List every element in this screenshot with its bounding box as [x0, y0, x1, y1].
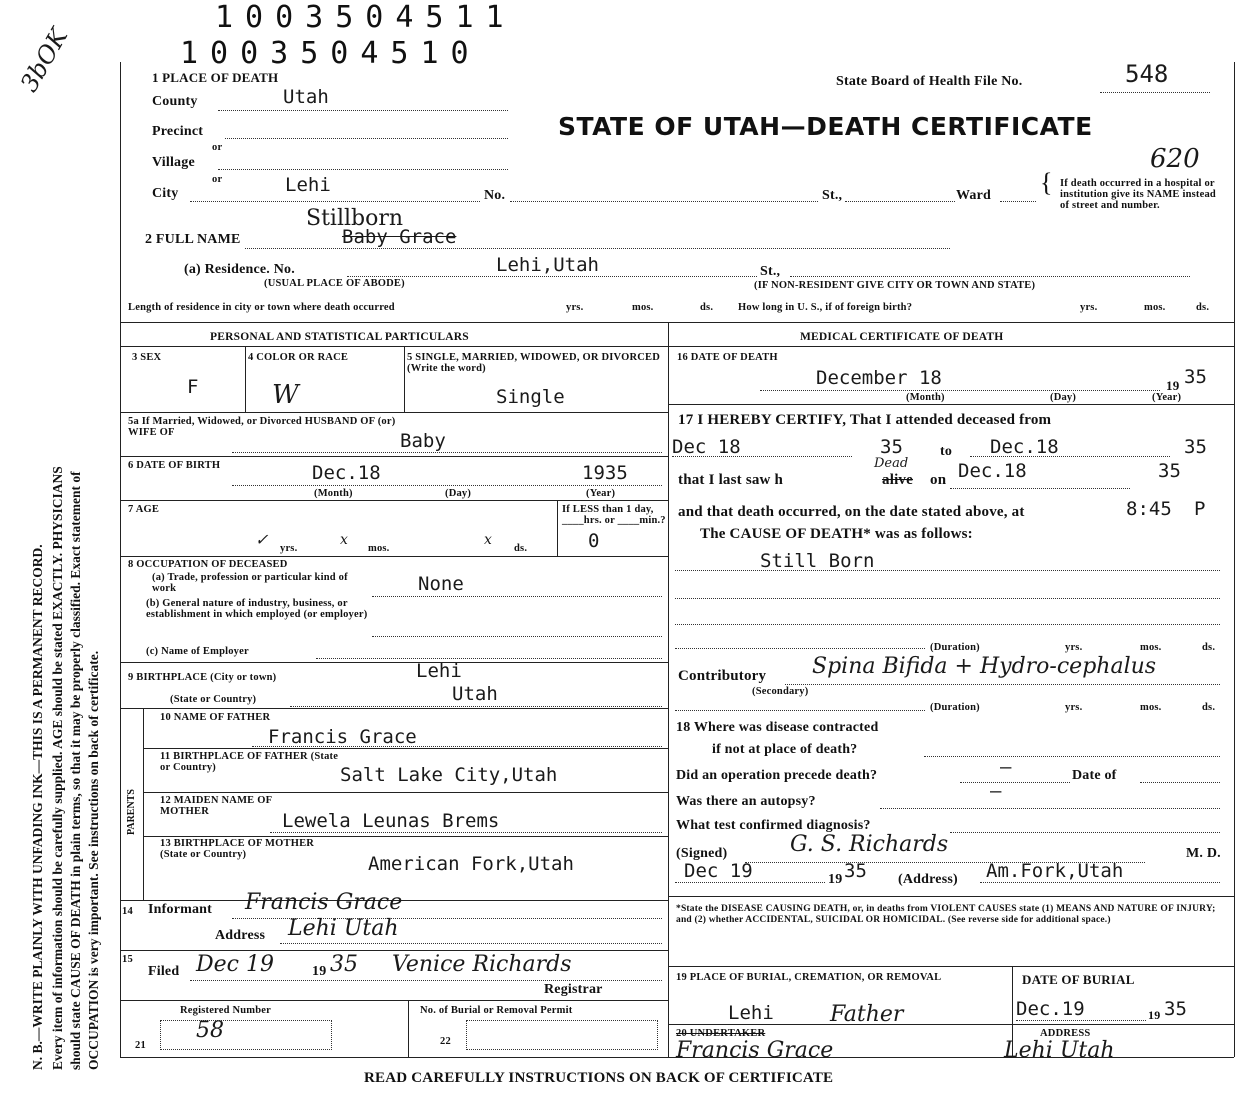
margin-notice-line3: should state CAUSE OF DEATH in plain terms, so that it may be properly classified. Exact statement of — [68, 471, 83, 1070]
page-title: STATE OF UTAH—DEATH CERTIFICATE — [558, 112, 1093, 141]
father-label: 10 NAME OF FATHER — [160, 712, 271, 723]
contributory-value: Spina Bifida + Hydro-cephalus — [812, 654, 1157, 679]
margin-notice-line1: N. B.—WRITE PLAINLY WITH UNFADING INK—THIS IS A PERMANENT RECORD. — [30, 544, 45, 1070]
burial-permit-label: No. of Burial or Removal Permit — [420, 1005, 573, 1016]
length-residence-label: Length of residence in city or town where death occurred — [128, 302, 395, 313]
city-value: Lehi — [285, 174, 331, 196]
burial-label: 19 PLACE OF BURIAL, CREMATION, OR REMOVAL — [676, 972, 942, 983]
contracted-label: 18 Where was disease contracted — [676, 720, 879, 735]
death-occurred-label: and that death occurred, on the date stated above, at — [678, 504, 1025, 520]
mother-label: 12 MAIDEN NAME OF MOTHER — [160, 795, 272, 817]
village-label: Village — [152, 155, 195, 170]
usual-place-label: (USUAL PLACE OF ABODE) — [264, 278, 405, 289]
attended-from: Dec 18 — [672, 436, 741, 458]
attended-from-year: 35 — [880, 436, 903, 458]
birthplace-city: Lehi — [416, 660, 462, 682]
sex-label: 3 SEX — [132, 352, 162, 363]
occupation-label: 8 OCCUPATION OF DECEASED — [128, 559, 288, 570]
mother-value: Lewela Leunas Brems — [282, 810, 500, 832]
name-correction: Stillborn — [306, 206, 404, 231]
precinct-label: Precinct — [152, 124, 204, 139]
physician-address-label: (Address) — [898, 872, 958, 887]
residence-st-label: St., — [760, 264, 781, 279]
signed-date: Dec 19 — [684, 860, 753, 882]
father-value: Francis Grace — [268, 726, 417, 748]
full-name-label: 2 FULL NAME — [145, 232, 241, 247]
residence-label: (a) Residence. No. — [184, 262, 295, 277]
registered-number-value: 58 — [196, 1018, 224, 1043]
father-birthplace-label: 11 BIRTHPLACE OF FATHER (State or Country) — [160, 751, 339, 773]
registrar-signature: Venice Richards — [392, 952, 572, 977]
dob-label: 6 DATE OF BIRTH — [128, 460, 221, 471]
spouse-label: 5a If Married, Widowed, or Divorced HUSBAND OF (or) WIFE OF — [128, 416, 396, 438]
cause-label: The CAUSE OF DEATH* was as follows: — [700, 526, 973, 542]
burial-note: Father — [830, 1002, 904, 1027]
age-less-label: If LESS than 1 day, ____hrs. or ____min.? — [562, 504, 666, 526]
test-label: What test confirmed diagnosis? — [676, 818, 871, 833]
ward-label: Ward — [956, 188, 992, 203]
last-saw-label: that I last saw h — [678, 472, 784, 488]
how-long-label: How long in U. S., if of foreign birth? — [738, 302, 913, 313]
date-of-death-year: 35 — [1184, 366, 1207, 388]
last-saw-dead: Dead — [874, 456, 909, 471]
age-hrs-value: 0 — [588, 530, 600, 552]
margin-notice-line2: Every item of information should be carefully supplied. AGE should be stated EXACTLY. PHYSICIANS — [50, 466, 65, 1070]
file-number: 548 — [1125, 60, 1169, 88]
medical-heading: MEDICAL CERTIFICATE OF DEATH — [800, 331, 1004, 343]
no-label: No. — [484, 188, 506, 203]
handwritten-number: 620 — [1150, 144, 1200, 174]
mother-birthplace-value: American Fork,Utah — [368, 853, 574, 875]
burial-value: Lehi — [728, 1002, 774, 1024]
hospital-note: If death occurred in a hospital or institution give its NAME instead of street and number. — [1060, 178, 1216, 211]
operation-value: – — [1000, 756, 1012, 778]
undertaker-label: 20 UNDERTAKER — [676, 1028, 766, 1039]
or-label-1: or — [212, 142, 223, 153]
margin-notice-line4: OCCUPATION is very important. See instructions on back of certificate. — [86, 650, 101, 1070]
physician-address-value: Am.Fork,Utah — [986, 860, 1124, 882]
parents-label: PARENTS — [126, 789, 137, 835]
employer-label: (c) Name of Employer — [146, 646, 249, 657]
county-value: Utah — [283, 86, 329, 108]
cause-value: Still Born — [760, 550, 875, 572]
city-label: City — [152, 186, 179, 201]
cause-footnote: *State the DISEASE CAUSING DEATH, or, in deaths from VIOLENT CAUSES state (1) MEANS AND NATURE OF INJURY; and (2) whether ACCIDENTAL, SUICIDAL OR HOMICIDAL. (See reverse side for additional space.) — [676, 904, 1216, 925]
date-of-death-label: 16 DATE OF DEATH — [677, 352, 778, 363]
footer-instructions: READ CAREFULLY INSTRUCTIONS ON BACK OF CERTIFICATE — [364, 1070, 834, 1086]
autopsy-value: – — [990, 780, 1002, 802]
informant-address-label: Address — [215, 928, 266, 943]
last-saw-year: 35 — [1158, 460, 1181, 482]
md-label: M. D. — [1186, 846, 1221, 861]
filed-date: Dec 19 — [196, 952, 274, 977]
st-label: St., — [822, 188, 843, 203]
occupation-value: None — [418, 573, 464, 595]
or-label-2: or — [212, 174, 223, 185]
burial-date-label: DATE OF BURIAL — [1022, 972, 1135, 987]
operation-label: Did an operation precede death? — [676, 768, 878, 783]
autopsy-label: Was there an autopsy? — [676, 794, 816, 809]
personal-heading: PERSONAL AND STATISTICAL PARTICULARS — [210, 331, 469, 343]
registered-number-label: Registered Number — [180, 1005, 271, 1016]
birthplace-state-label: (State or Country) — [170, 694, 257, 705]
filed-year: 35 — [330, 952, 358, 977]
secondary-label: (Secondary) — [752, 686, 809, 697]
marital-label: 5 SINGLE, MARRIED, WIDOWED, OR DIVORCED (Write the word) — [407, 352, 661, 374]
filed-label: Filed — [148, 964, 180, 979]
residence-value: Lehi,Utah — [496, 254, 599, 276]
age-label: 7 AGE — [128, 504, 160, 515]
stamp-number-top: 1003504511 — [215, 0, 516, 35]
corner-note: 3bOK — [14, 23, 74, 97]
burial-date: Dec.19 — [1016, 998, 1085, 1020]
signed-year: 35 — [844, 860, 867, 882]
full-name-value: Baby Grace — [342, 226, 457, 248]
burial-year: 35 — [1164, 998, 1187, 1020]
birthplace-value: Utah — [452, 683, 498, 705]
nonresident-label: (IF NON-RESIDENT GIVE CITY OR TOWN AND STATE) — [754, 280, 1036, 291]
occupation-a-label: (a) Trade, profession or particular kind of work — [152, 572, 348, 594]
marital-value: Single — [496, 386, 565, 408]
physician-signature: G. S. Richards — [790, 832, 949, 857]
registrar-label: Registrar — [544, 982, 603, 997]
death-time: 8:45 — [1126, 498, 1172, 520]
color-label: 4 COLOR OR RACE — [248, 352, 349, 363]
attended-to: Dec.18 — [990, 436, 1059, 458]
contributory-label: Contributory — [678, 668, 767, 684]
undertaker-address-value: Lehi Utah — [1004, 1038, 1115, 1063]
stamp-number: 1003504510 — [180, 36, 481, 71]
undertaker-value: Francis Grace — [676, 1038, 834, 1063]
birthplace-label: 9 BIRTHPLACE (City or town) — [128, 672, 277, 683]
occupation-b-label: (b) General nature of industry, business, or establishment in which employed (or employer) — [146, 598, 368, 620]
informant-address-value: Lehi Utah — [288, 916, 399, 941]
sex-value: F — [187, 376, 199, 398]
dob-year: 1935 — [582, 462, 628, 484]
section-place-of-death: 1 PLACE OF DEATH — [152, 70, 279, 85]
color-value: W — [272, 380, 299, 410]
dob-value: Dec.18 — [312, 462, 381, 484]
county-label: County — [152, 94, 198, 109]
signed-label: (Signed) — [676, 846, 728, 861]
last-saw-date: Dec.18 — [958, 460, 1027, 482]
undertaker-address-label: ADDRESS — [1040, 1028, 1091, 1039]
certify-text: 17 I HEREBY CERTIFY, That I attended deceased from — [678, 412, 1052, 428]
informant-label: Informant — [148, 902, 213, 917]
attended-to-year: 35 — [1184, 436, 1207, 458]
file-number-label: State Board of Health File No. — [836, 74, 1023, 89]
spouse-value: Baby — [400, 430, 446, 452]
father-birthplace-value: Salt Lake City,Utah — [340, 764, 558, 786]
date-of-death-value: December 18 — [816, 367, 942, 389]
mother-birthplace-label: 13 BIRTHPLACE OF MOTHER (State or Country) — [160, 838, 315, 860]
informant-signature: Francis Grace — [245, 890, 403, 915]
